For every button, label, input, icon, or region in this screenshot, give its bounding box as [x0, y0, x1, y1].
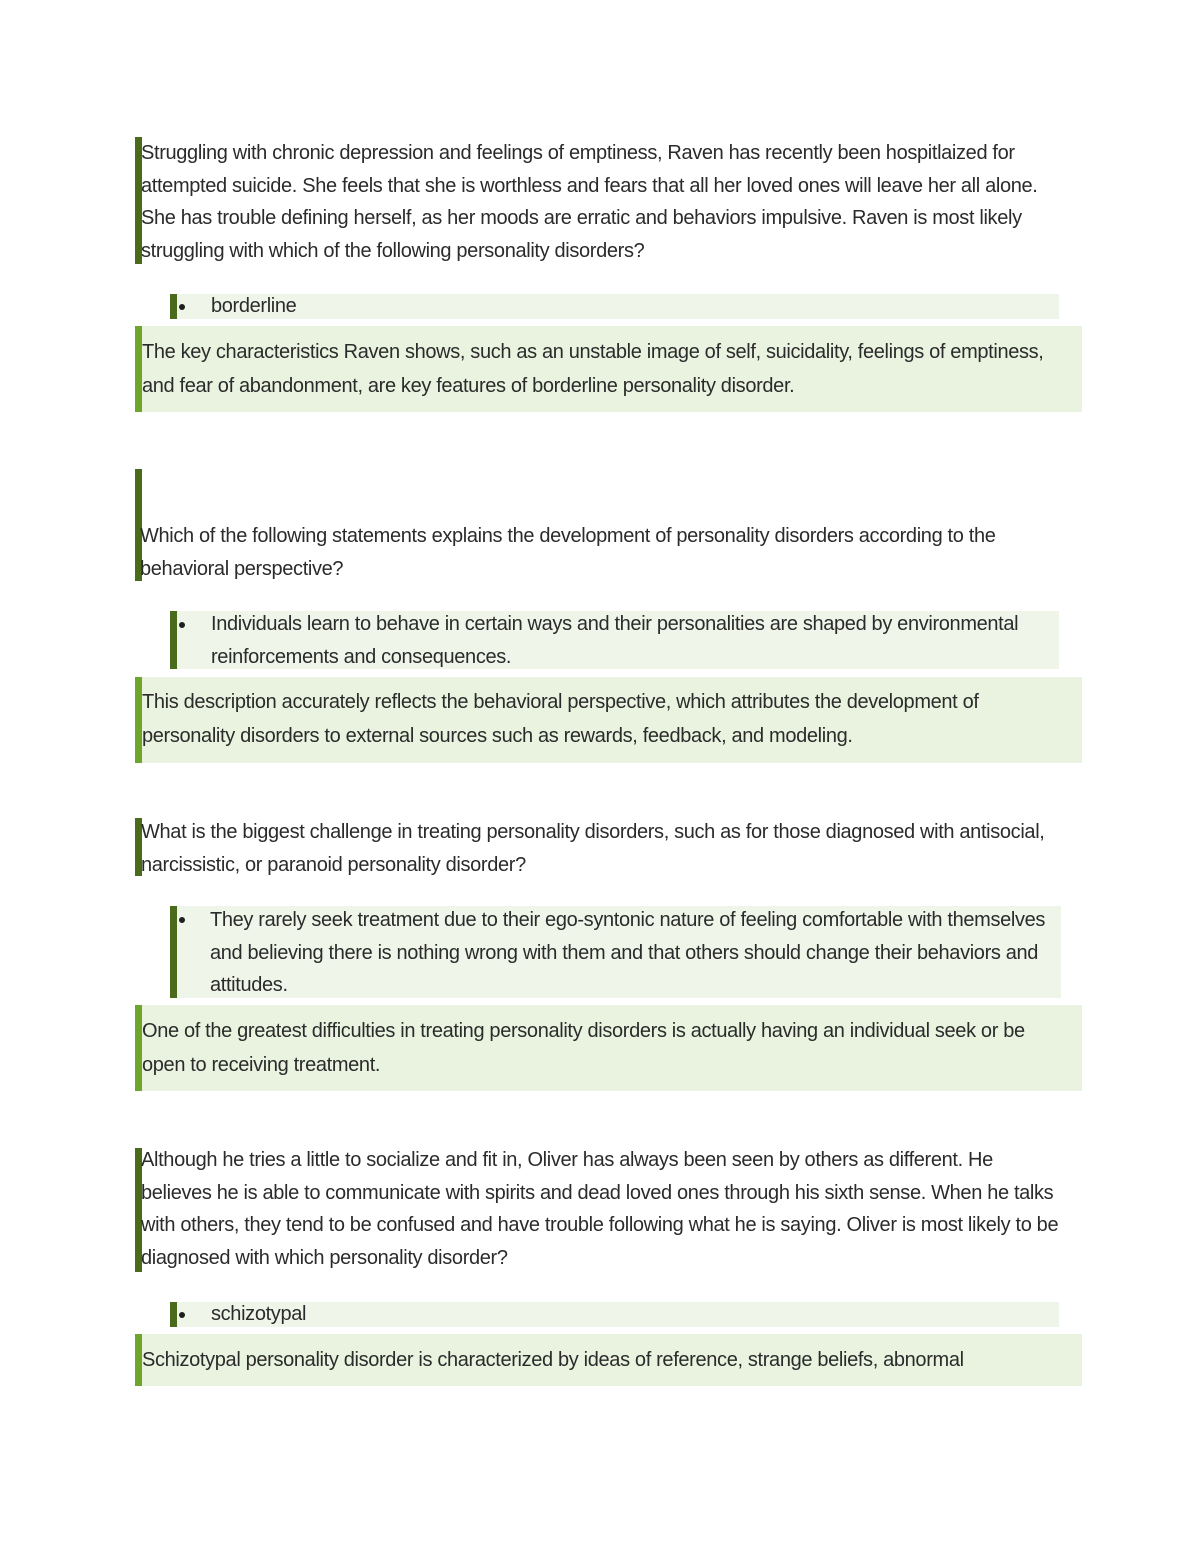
- question-1: [135, 137, 1065, 264]
- explanation-4: [135, 1334, 1082, 1386]
- explanation-3: [135, 1005, 1082, 1091]
- question-3-text: What is the biggest challenge in treating personality disorders, such as for those diagnosed with antisocial, narcissistic, or paranoid personality disorder?: [141, 821, 1045, 876]
- answer-3-text: They rarely seek treatment due to their ego-syntonic nature of feeling comfortable with themselves and believing there is nothing wrong with them and that others should change their behaviors and attitudes.: [210, 909, 1046, 997]
- bullet-icon: [179, 1312, 185, 1318]
- answer-1-bar: [170, 294, 177, 319]
- explanation-2: [135, 677, 1082, 763]
- question-4-text: Although he tries a little to socialize and fit in, Oliver has always been seen by others as different. He believes he is able to communicate with spirits and dead loved ones through his sixth sense. When he talks with others, they tend to be confused and have trouble following what he is saying. Oliver is most likely to be diagnosed with which personality disorder?: [141, 1149, 1059, 1270]
- question-2: [135, 469, 1065, 581]
- explanation-1: [135, 326, 1082, 412]
- answer-4-text: schizotypal: [211, 1303, 307, 1325]
- explanation-3-text: One of the greatest difficulties in treating personality disorders is actually having an individual seek or be open to receiving treatment.: [142, 1020, 1025, 1076]
- explanation-2-text: This description accurately reflects the behavioral perspective, which attributes the development of personality disorders to external sources such as rewards, feedback, and modeling.: [142, 691, 979, 747]
- answer-2-text: Individuals learn to behave in certain ways and their personalities are shaped by environmental reinforcements and consequences.: [211, 613, 1019, 668]
- answer-3-bar: [170, 906, 177, 998]
- bullet-icon: [179, 917, 185, 923]
- answer-4: [170, 1302, 1059, 1327]
- bullet-icon: [179, 304, 185, 310]
- bullet-icon: [179, 622, 185, 628]
- answer-1: [170, 294, 1059, 319]
- question-3: [135, 818, 1065, 876]
- explanation-1-text: The key characteristics Raven shows, such as an unstable image of self, suicidality, feelings of emptiness, and fear of abandonment, are key features of borderline personality disorder.: [142, 341, 1044, 397]
- question-4: [135, 1148, 1065, 1272]
- answer-2-bar: [170, 611, 177, 669]
- answer-2: [170, 611, 1059, 669]
- answer-3: [170, 906, 1061, 998]
- question-1-text: Struggling with chronic depression and feelings of emptiness, Raven has recently been hospitlaized for attempted suicide. She feels that she is worthless and fears that all her loved ones will leave her all alone. She has trouble defining herself, as her moods are erratic and behaviors impulsive. Raven is most likely struggling with which of the following personality disorders?: [141, 142, 1038, 263]
- answer-1-text: borderline: [211, 295, 297, 317]
- explanation-4-text: Schizotypal personality disorder is characterized by ideas of reference, strange beliefs, abnormal: [142, 1349, 964, 1371]
- answer-4-bar: [170, 1302, 177, 1327]
- question-2-text: Which of the following statements explains the development of personality disorders according to the behavioral perspective?: [140, 525, 996, 580]
